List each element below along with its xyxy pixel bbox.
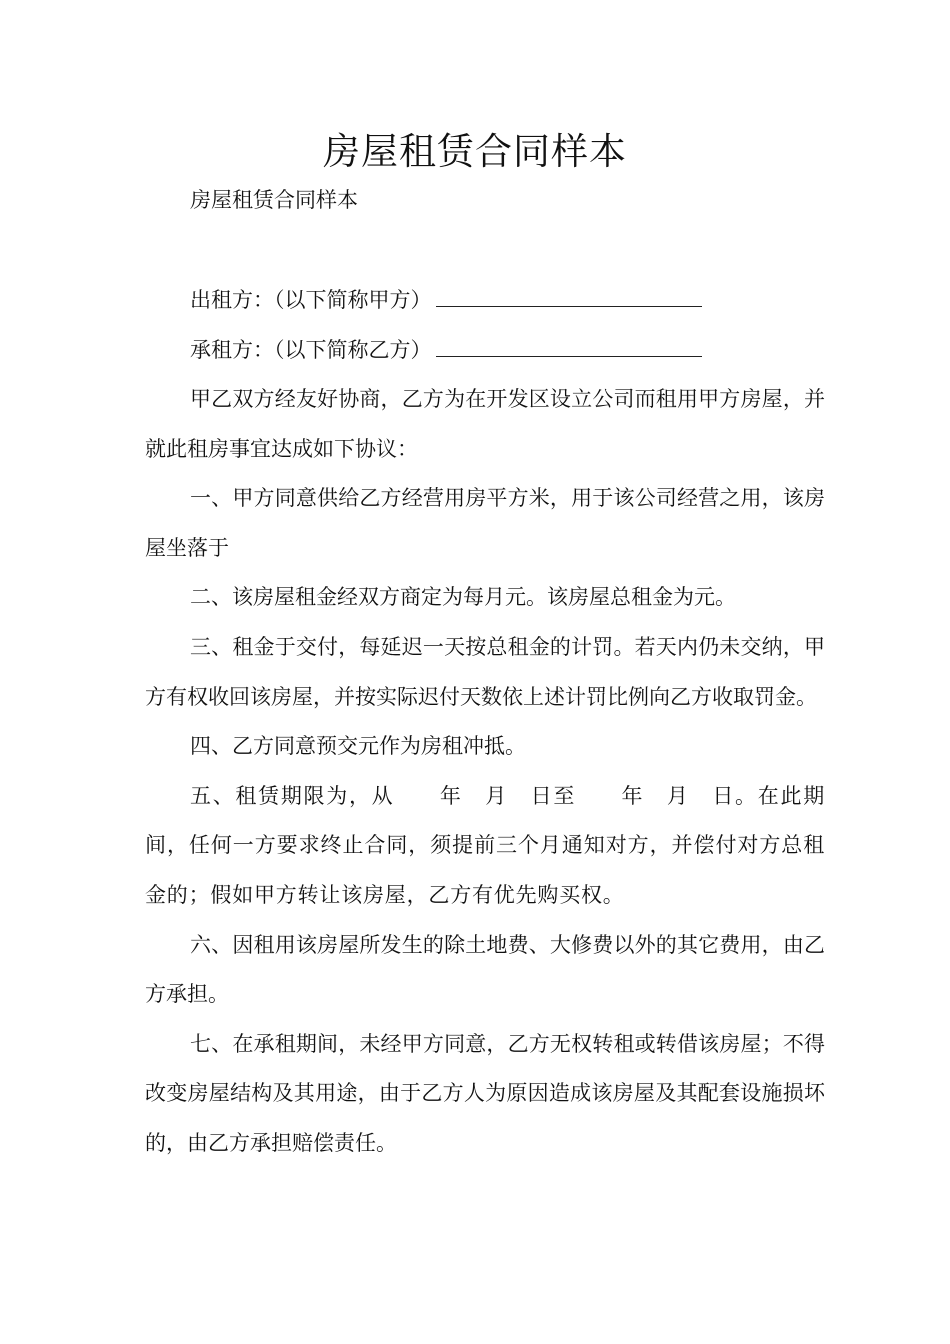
clause-6: 六、因租用该房屋所发生的除土地费、大修费以外的其它费用，由乙方承担。 xyxy=(145,932,825,1007)
clause-5: 五、租赁期限为，从 年 月 日至 年 月 日。在此期间，任何一方要求终止合同，须提前三个月通知对方，并偿付对方总租金的；假如甲方转让该房屋，乙方有优先购买权。 xyxy=(145,783,825,907)
document-subtitle: 房屋租赁合同样本 xyxy=(190,188,358,212)
lessee-blank-line xyxy=(436,334,702,357)
clause-3: 三、租金于交付，每延迟一天按总租金的计罚。若天内仍未交纳，甲方有权收回该房屋，并按实际迟付天数依上述计罚比例向乙方收取罚金。 xyxy=(145,634,825,709)
lessor-blank-line xyxy=(436,284,702,307)
intro-paragraph: 甲乙双方经友好协商，乙方为在开发区设立公司而租用甲方房屋，并就此租房事宜达成如下协议： xyxy=(145,387,825,461)
lessee-line xyxy=(190,334,702,366)
clause-1: 一、甲方同意供给乙方经营用房平方米，用于该公司经营之用，该房屋坐落于 xyxy=(145,486,825,560)
document-title: 房屋租赁合同样本 xyxy=(323,130,627,173)
clause-4: 四、乙方同意预交元作为房租冲抵。 xyxy=(190,734,526,759)
contract-body xyxy=(145,375,825,1169)
clause-2: 二、该房屋租金经双方商定为每月元。该房屋总租金为元。 xyxy=(190,585,736,610)
lessor-line xyxy=(190,284,702,316)
clause-7: 七、在承租期间，未经甲方同意，乙方无权转租或转借该房屋；不得改变房屋结构及其用途，由于乙方人为原因造成该房屋及其配套设施损坏的，由乙方承担赔偿责任。 xyxy=(145,1031,825,1155)
lessee-label: 承租方：（以下简称乙方） xyxy=(190,338,432,362)
lessor-label: 出租方：（以下简称甲方） xyxy=(190,288,432,312)
